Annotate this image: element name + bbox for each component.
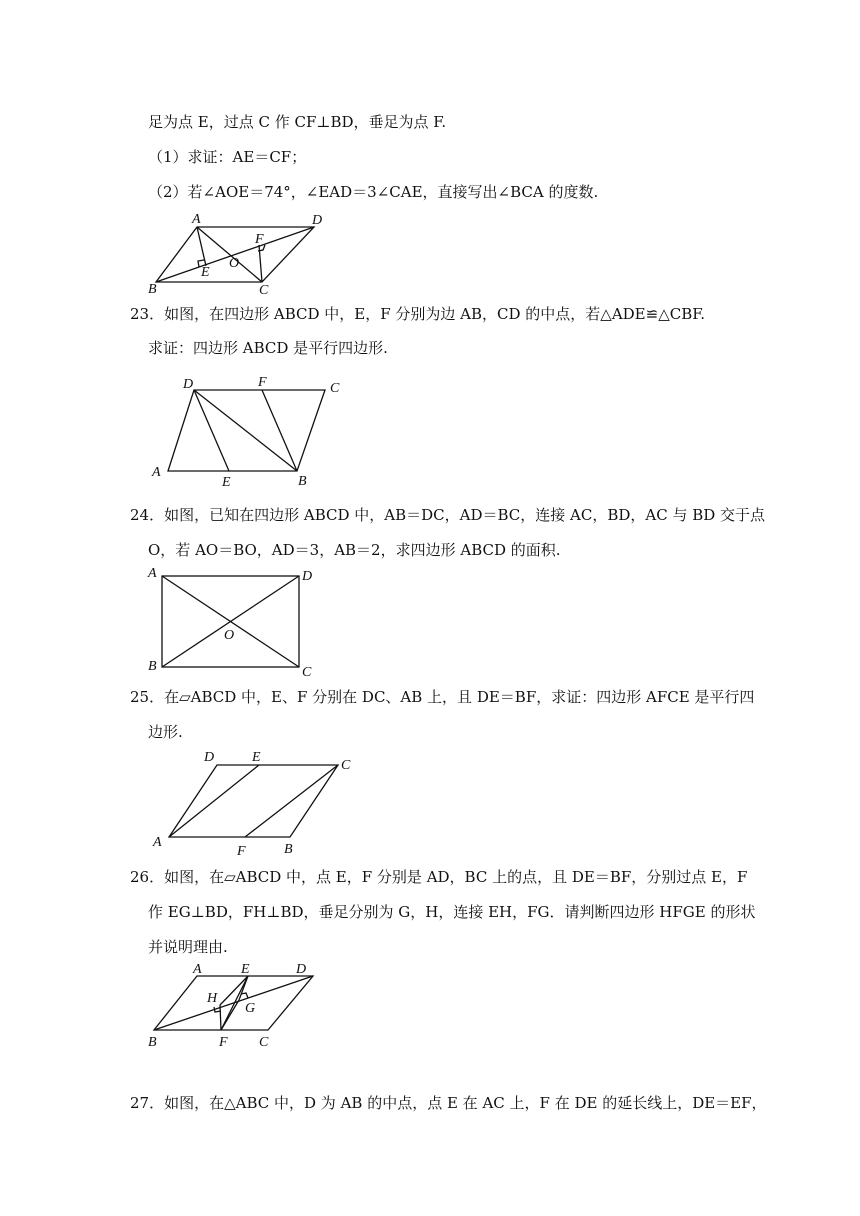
figure-25 (150, 745, 365, 860)
fig26-label-g: G (245, 1001, 256, 1016)
fig22-label-b: B (148, 282, 157, 297)
q26-line-2: 作 EG⊥BD，FH⊥BD，垂足分别为 G，H，连接 EH，FG．请判断四边形 HFGE 的形状 (148, 903, 756, 921)
fig24-label-d: D (302, 569, 313, 584)
fig22-diagonal-bd (156, 227, 314, 282)
fig25-label-b: B (284, 842, 293, 857)
q23-line-2: 求证：四边形 ABCD 是平行四边形. (148, 339, 388, 357)
q26-line-3: 并说明理由. (148, 938, 228, 956)
q24-line-1: 24．如图，已知在四边形 ABCD 中，AB＝DC，AD＝BC，连接 AC，BD，AC 与 BD 交于点 (130, 506, 766, 524)
q25-line-1: 25．在▱ABCD 中，E、F 分别在 DC、AB 上，且 DE＝BF，求证：四边形 AFCE 是平行四 (130, 688, 755, 706)
fig23-label-f: F (258, 375, 267, 390)
fig22-label-c: C (259, 283, 269, 298)
fig25-parallelogram (169, 765, 338, 837)
fig26-label-b: B (148, 1035, 157, 1050)
figure-24 (145, 565, 330, 680)
fig26-segment-ef (221, 976, 248, 1030)
figure-23 (150, 370, 360, 490)
fig24-label-o: O (224, 628, 235, 643)
fig25-segment-ae (169, 765, 259, 837)
fig23-label-c: C (330, 381, 340, 396)
fig22-label-o: O (229, 256, 240, 271)
fig25-label-a: A (153, 835, 162, 850)
fig23-label-b: B (298, 474, 307, 489)
q25-line-2: 边形. (148, 723, 183, 741)
fig26-diagonal-bd (154, 976, 313, 1030)
fig25-label-f: F (237, 844, 246, 859)
fig23-segment-fb (262, 390, 297, 471)
figure-22 (140, 205, 340, 298)
fig23-label-e: E (222, 475, 231, 490)
fig26-label-d: D (296, 962, 307, 977)
fig26-segment-eg (239, 976, 248, 1000)
q27-line-1: 27．如图，在△ABC 中，D 为 AB 的中点，点 E 在 AC 上，F 在 DE 的延长线上，DE＝EF， (130, 1094, 767, 1112)
q22-part-1: （1）求证：AE＝CF； (148, 148, 307, 166)
q22-line-1: 足为点 E，过点 C 作 CF⊥BD，垂足为点 F. (148, 113, 447, 131)
fig22-label-e: E (201, 265, 210, 280)
fig26-label-c: C (259, 1035, 269, 1050)
fig23-segment-db (194, 390, 297, 471)
fig23-label-a: A (152, 465, 161, 480)
fig26-label-h: H (207, 991, 218, 1006)
fig22-label-f: F (255, 232, 264, 247)
fig22-label-d: D (312, 213, 323, 228)
fig26-label-a: A (193, 962, 202, 977)
fig25-label-e: E (252, 750, 261, 765)
fig26-label-f: F (219, 1035, 228, 1050)
fig23-label-d: D (183, 377, 194, 392)
q24-line-2: O，若 AO＝BO，AD＝3，AB＝2，求四边形 ABCD 的面积. (148, 541, 561, 559)
fig25-segment-fc (245, 765, 338, 837)
fig25-label-c: C (341, 758, 351, 773)
fig24-label-a: A (148, 566, 157, 581)
fig26-segment-eh (220, 976, 248, 1005)
q22-part-2: （2）若∠AOE＝74°，∠EAD＝3∠CAE，直接写出∠BCA 的度数. (148, 183, 599, 201)
fig25-label-d: D (204, 750, 215, 765)
fig24-label-c: C (302, 665, 312, 680)
q26-line-1: 26．如图，在▱ABCD 中，点 E，F 分别是 AD，BC 上的点，且 DE＝BF，分别过点 E，F (130, 868, 748, 886)
fig26-segment-fh (220, 1005, 221, 1030)
fig22-label-a: A (192, 212, 201, 227)
fig26-right-angle-g (241, 993, 248, 998)
figure-26 (145, 958, 330, 1053)
fig24-label-b: B (148, 659, 157, 674)
fig26-label-e: E (241, 962, 250, 977)
q23-line-1: 23．如图，在四边形 ABCD 中，E，F 分别为边 AB，CD 的中点，若△ADE≌△CBF. (130, 305, 706, 323)
fig23-segment-de (194, 390, 229, 471)
